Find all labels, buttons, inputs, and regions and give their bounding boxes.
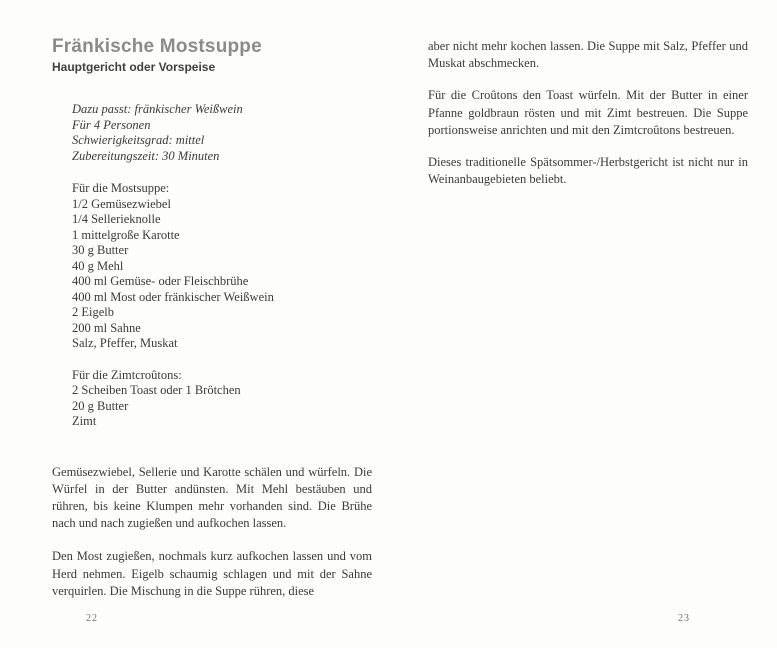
ingredient-item: 400 ml Gemüse- oder Fleischbrühe: [72, 274, 249, 288]
ingredient-item: 2 Scheiben Toast oder 1 Brötchen: [72, 383, 241, 397]
ingredients-croutons-heading: Für die Zimtcroûtons:: [72, 367, 182, 382]
ingredient-item: 30 g Butter: [72, 243, 129, 257]
ingredient-item: Zimt: [72, 414, 97, 428]
ingredients-croutons: [72, 368, 372, 430]
meta-servings: Für 4 Personen: [72, 117, 151, 132]
instructions-paragraph: Für die Croûtons den Toast würfeln. Mit der Butter in einer Pfanne goldbraun rösten und mit Zimt bestreuen. Die Suppe portionsweise anrichten und mit den Zimtcroûtons bestreuen.: [428, 88, 748, 137]
ingredient-item: 2 Eigelb: [72, 305, 115, 319]
ingredients-soup-heading: Für die Mostsuppe:: [72, 181, 170, 195]
ingredient-item: 1/4 Sellerieknolle: [72, 212, 161, 226]
instructions-paragraph: Den Most zugießen, nochmals kurz aufkochen lassen und vom Herd nehmen. Eigelb schaumig schlagen und mit der Sahne verquirlen. Die Mischung in die Suppe rühren, diese: [52, 549, 372, 598]
meta-wine-pairing: Dazu passt: fränkischer Weißwein: [72, 102, 243, 116]
page-number-left: 22: [86, 613, 98, 624]
meta-difficulty: Schwierigkeitsgrad: mittel: [72, 133, 205, 147]
ingredient-item: 1/2 Gemüsezwiebel: [72, 196, 171, 211]
left-page: [52, 36, 372, 600]
closing-note-paragraph: Dieses traditionelle Spätsommer-/Herbstgericht ist nicht nur in Weinanbaugebieten beliebt.: [428, 155, 748, 187]
recipe-subtitle: Hauptgericht oder Vorspeise: [52, 60, 216, 74]
instructions-paragraph: Gemüsezwiebel, Sellerie und Karotte schälen und würfeln. Die Würfel in der Butter andünsten. Mit Mehl bestäuben und rühren, bis keine Klumpen mehr vorhanden sind. Die Brühe nach und nach zugießen und aufkochen lassen.: [52, 464, 372, 531]
ingredient-item: Salz, Pfeffer, Muskat: [72, 336, 178, 350]
right-page: [428, 38, 748, 188]
recipe-title: Fränkische Mostsuppe: [52, 36, 262, 57]
ingredient-item: 200 ml Sahne: [72, 320, 141, 335]
instructions-paragraph: aber nicht mehr kochen lassen. Die Suppe mit Salz, Pfeffer und Muskat abschmecken.: [428, 39, 748, 71]
ingredient-item: 400 ml Most oder fränkischer Weißwein: [72, 289, 274, 304]
recipe-meta: [72, 102, 372, 164]
ingredients-soup: [72, 181, 372, 352]
ingredient-item: 40 g Mehl: [72, 258, 124, 273]
meta-prep-time: Zubereitungszeit: 30 Minuten: [72, 148, 220, 163]
ingredient-item: 1 mittelgroße Karotte: [72, 227, 180, 242]
page-number-right: 23: [678, 613, 690, 624]
ingredient-item: 20 g Butter: [72, 398, 129, 413]
